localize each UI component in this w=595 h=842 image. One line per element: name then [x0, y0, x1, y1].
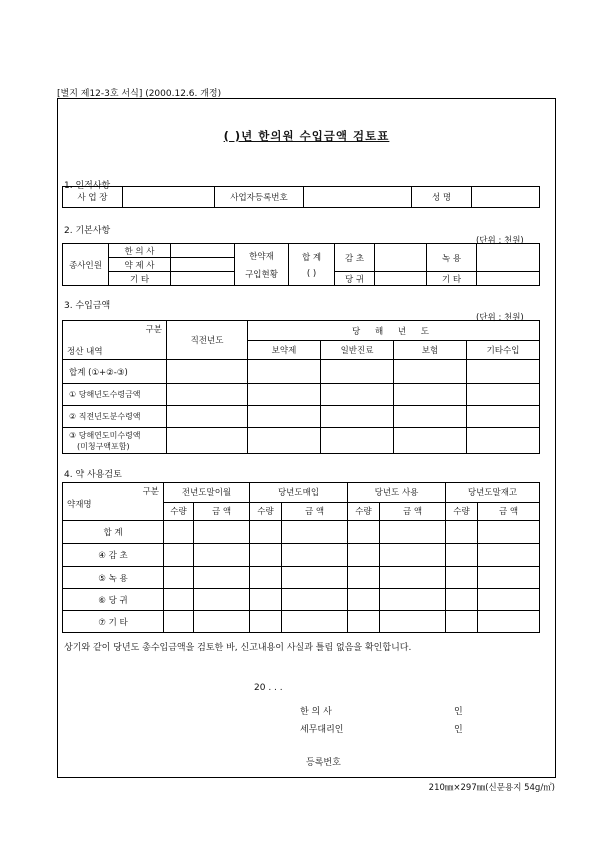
- staff-label: 종사인원: [63, 244, 109, 286]
- amount-header: 금 액: [194, 502, 250, 521]
- income-cell[interactable]: [467, 360, 540, 384]
- income-corner-top: 구분: [145, 325, 162, 335]
- usage-cell[interactable]: [250, 589, 282, 611]
- usage-cell[interactable]: [446, 567, 478, 589]
- usage-cell[interactable]: [380, 567, 446, 589]
- herb-etc-field[interactable]: [477, 272, 540, 286]
- business-label: 사 업 장: [63, 187, 123, 208]
- income-cell[interactable]: [321, 384, 394, 406]
- usage-cell[interactable]: [446, 521, 478, 544]
- amount-header: 금 액: [478, 502, 540, 521]
- group-carryover: 전년도말이월: [164, 483, 250, 503]
- current-year-header: 당 해 년 도: [248, 321, 540, 341]
- section1-heading: 1. 인적사항: [64, 181, 111, 191]
- usage-cell[interactable]: [478, 521, 540, 544]
- income-cell[interactable]: [248, 384, 321, 406]
- income-row-3-label: ③ 당해연도미수령액: [69, 430, 141, 440]
- income-cell[interactable]: [167, 360, 248, 384]
- herb-purchase-label: [235, 244, 289, 286]
- usage-cell[interactable]: [348, 567, 380, 589]
- registration-number-label: 등록번호: [306, 758, 341, 768]
- herb-total-label: 합 계: [301, 252, 322, 263]
- usage-row-total: 합 계: [63, 521, 164, 544]
- usage-cell[interactable]: [194, 567, 250, 589]
- income-row-total: 합계 (①+②-③): [63, 360, 167, 384]
- danggwi-label: 당 귀: [335, 272, 375, 286]
- regno-field[interactable]: [304, 187, 412, 208]
- income-cell[interactable]: [467, 428, 540, 454]
- doctor-seal: 인: [454, 707, 463, 717]
- staff-row-pharmacist: 약 제 사: [109, 258, 171, 272]
- usage-cell[interactable]: [380, 521, 446, 544]
- herb-label-line2: 구입현황: [245, 269, 278, 280]
- income-corner-bottom: 정산 내역: [67, 347, 103, 357]
- staff-row-etc: 기 타: [109, 272, 171, 286]
- section3-unit: (단위 : 천원): [476, 313, 524, 323]
- amount-header: 금 액: [380, 502, 446, 521]
- usage-row-danggwi: ⑥ 당 귀: [63, 589, 164, 611]
- usage-corner-cell: [63, 483, 164, 521]
- form-title-text: ( )년 한의원 수입금액 검토표: [223, 129, 390, 143]
- income-cell[interactable]: [248, 360, 321, 384]
- usage-row-gamcho: ④ 감 초: [63, 544, 164, 567]
- signature-date: 20 . . .: [254, 683, 283, 693]
- income-cell[interactable]: [467, 384, 540, 406]
- section2-heading: 2. 기본사항: [64, 226, 111, 236]
- amount-header: 금 액: [282, 502, 348, 521]
- col-insurance: 보험: [394, 341, 467, 360]
- usage-cell[interactable]: [164, 611, 194, 633]
- herb-etc-label: 기 타: [427, 272, 477, 286]
- form-number-note: [별지 제12-3호 서식] (2000.12.6. 개정): [57, 89, 222, 99]
- usage-cell[interactable]: [478, 589, 540, 611]
- usage-cell[interactable]: [194, 544, 250, 567]
- income-row-2: ② 직전년도분수령액: [63, 406, 167, 428]
- income-corner-cell: [63, 321, 167, 360]
- herb-total-cell: [289, 244, 335, 286]
- usage-row-etc: ⑦ 기 타: [63, 611, 164, 633]
- income-cell[interactable]: [467, 406, 540, 428]
- income-cell[interactable]: [394, 406, 467, 428]
- personal-info-table: [62, 186, 540, 208]
- qty-header: 수량: [250, 502, 282, 521]
- prev-year-header: 직전년도: [167, 321, 248, 360]
- staff-doctor-field[interactable]: [171, 244, 235, 258]
- section3-heading: 3. 수입금액: [64, 301, 111, 311]
- usage-cell[interactable]: [282, 567, 348, 589]
- usage-cell[interactable]: [348, 544, 380, 567]
- usage-cell[interactable]: [164, 589, 194, 611]
- form-title: [57, 128, 556, 144]
- usage-row-nokyong: ⑤ 녹 용: [63, 567, 164, 589]
- section2-unit: (단위 : 천원): [476, 236, 524, 246]
- usage-cell[interactable]: [446, 611, 478, 633]
- nokyong-field[interactable]: [477, 244, 540, 272]
- usage-cell[interactable]: [348, 589, 380, 611]
- gamcho-field[interactable]: [375, 244, 427, 272]
- usage-cell[interactable]: [478, 567, 540, 589]
- usage-cell[interactable]: [380, 544, 446, 567]
- usage-cell[interactable]: [446, 544, 478, 567]
- staff-row-doctor: 한 의 사: [109, 244, 171, 258]
- income-cell[interactable]: [248, 428, 321, 454]
- usage-corner-bottom: 약재명: [67, 500, 92, 510]
- danggwi-field[interactable]: [375, 272, 427, 286]
- income-cell[interactable]: [321, 360, 394, 384]
- usage-cell[interactable]: [282, 611, 348, 633]
- income-cell[interactable]: [394, 428, 467, 454]
- usage-cell[interactable]: [478, 611, 540, 633]
- group-usage: 당년도 사용: [348, 483, 446, 503]
- signature-agent-label: 세무대리인: [300, 725, 344, 735]
- income-cell[interactable]: [248, 406, 321, 428]
- qty-header: 수량: [446, 502, 478, 521]
- herb-total-paren: ( ): [306, 268, 317, 279]
- signature-doctor-label: 한 의 사: [300, 707, 332, 717]
- usage-cell[interactable]: [380, 611, 446, 633]
- income-cell[interactable]: [167, 406, 248, 428]
- income-cell[interactable]: [321, 406, 394, 428]
- medicine-usage-table: [62, 482, 540, 633]
- usage-cell[interactable]: [446, 589, 478, 611]
- paper-spec-footer: 210㎜×297㎜(신문용지 54g/㎡): [428, 783, 555, 793]
- name-field[interactable]: [472, 187, 540, 208]
- usage-cell[interactable]: [348, 611, 380, 633]
- regno-label: 사업자등록번호: [215, 187, 304, 208]
- agent-seal: 인: [454, 725, 463, 735]
- col-general: 일반진료: [321, 341, 394, 360]
- usage-cell[interactable]: [194, 589, 250, 611]
- col-other: 기타수입: [467, 341, 540, 360]
- col-tonic: 보약제: [248, 341, 321, 360]
- income-cell[interactable]: [167, 428, 248, 454]
- basic-info-table: [62, 243, 540, 286]
- usage-cell[interactable]: [164, 544, 194, 567]
- usage-cell[interactable]: [194, 521, 250, 544]
- business-field[interactable]: [123, 187, 215, 208]
- usage-cell[interactable]: [164, 521, 194, 544]
- usage-cell[interactable]: [194, 611, 250, 633]
- usage-cell[interactable]: [250, 544, 282, 567]
- gamcho-label: 감 초: [335, 244, 375, 272]
- usage-cell[interactable]: [348, 521, 380, 544]
- confirmation-text: 상기와 같이 당년도 총수입금액을 검토한 바, 신고내용이 사실과 틀림 없음을 확인합니다.: [64, 643, 412, 653]
- usage-cell[interactable]: [380, 589, 446, 611]
- usage-cell[interactable]: [250, 567, 282, 589]
- usage-cell[interactable]: [282, 521, 348, 544]
- staff-pharmacist-field[interactable]: [171, 258, 235, 272]
- usage-cell[interactable]: [282, 589, 348, 611]
- usage-cell[interactable]: [250, 521, 282, 544]
- group-purchase: 당년도매입: [250, 483, 348, 503]
- name-label: 성 명: [412, 187, 472, 208]
- income-row-3-note: (미청구액포함): [77, 441, 130, 451]
- qty-header: 수량: [348, 502, 380, 521]
- income-cell[interactable]: [394, 384, 467, 406]
- usage-cell[interactable]: [250, 611, 282, 633]
- income-cell[interactable]: [167, 384, 248, 406]
- income-row-1: ① 당해년도수령금액: [63, 384, 167, 406]
- usage-cell[interactable]: [282, 544, 348, 567]
- income-table: [62, 320, 540, 454]
- nokyong-label: 녹 용: [427, 244, 477, 272]
- usage-corner-top: 구분: [142, 487, 159, 497]
- income-cell[interactable]: [321, 428, 394, 454]
- section4-heading: 4. 약 사용검토: [64, 470, 122, 480]
- herb-label-line1: 한약재: [249, 251, 274, 262]
- income-cell[interactable]: [394, 360, 467, 384]
- group-stock: 당년도말재고: [446, 483, 540, 503]
- staff-etc-field[interactable]: [171, 272, 235, 286]
- usage-cell[interactable]: [478, 544, 540, 567]
- income-row-3: [63, 428, 167, 454]
- usage-cell[interactable]: [164, 567, 194, 589]
- qty-header: 수량: [164, 502, 194, 521]
